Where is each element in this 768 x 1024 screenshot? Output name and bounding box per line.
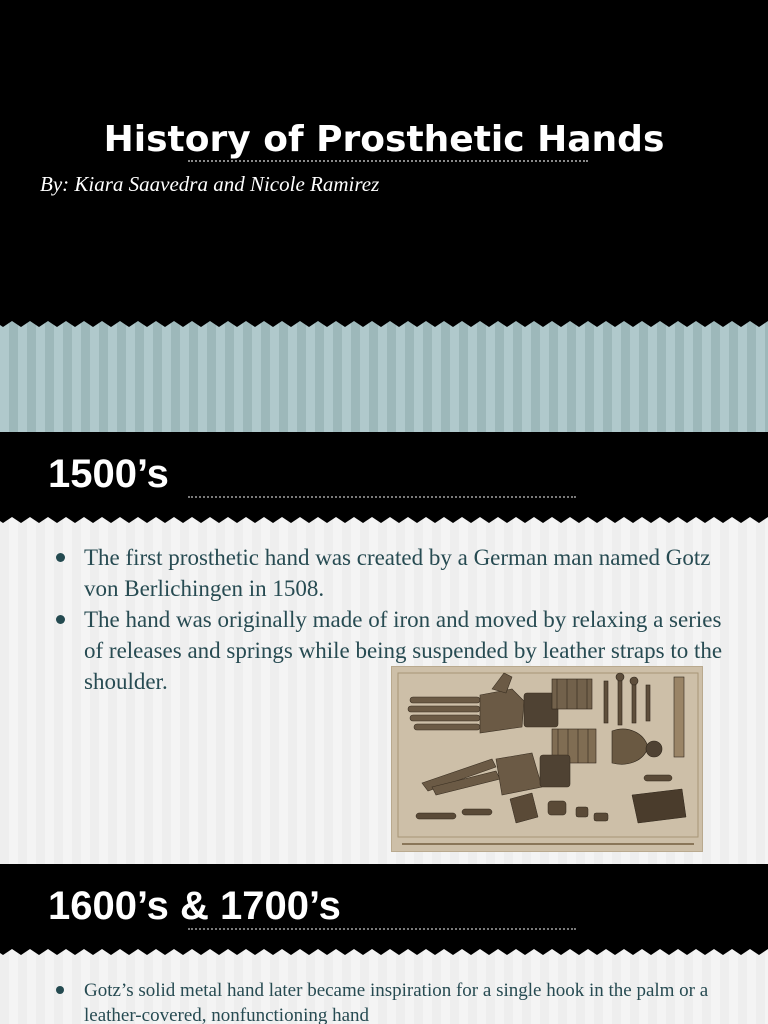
bullet-text: Gotz’s solid metal hand later became inspiration for a single hook in the palm or a leather-covered, nonfunctioning hand (84, 980, 709, 1024)
list-item (54, 542, 734, 604)
content-panel (0, 946, 768, 1024)
list-item (54, 978, 754, 1024)
zigzag-edge-top (0, 945, 768, 955)
heading-divider (188, 496, 576, 498)
bullet-icon (56, 553, 65, 562)
bullet-list (54, 978, 754, 1024)
page-title: History of Prosthetic Hands (103, 119, 665, 160)
zigzag-edge-top (0, 317, 768, 327)
title-divider (188, 160, 588, 162)
zigzag-edge-top (0, 513, 768, 523)
decorative-band (0, 318, 768, 432)
byline: By: Kiara Saavedra and Nicole Ramirez (40, 172, 380, 196)
slide-heading: 1500’s (48, 452, 169, 496)
slide-1600s-1700s (0, 866, 768, 1024)
bullet-icon (56, 986, 64, 994)
iron-hand-engraving-icon (391, 666, 703, 852)
slide-1500s (0, 434, 768, 864)
slide-heading: 1600’s & 1700’s (48, 884, 341, 928)
bullet-text: The hand was originally made of iron and moved by relaxing a series of releases and springs while being suspended by leather straps to the shoulder. (84, 607, 723, 694)
bullet-text: The first prosthetic hand was created by a German man named Gotz von Berlichingen in 1508. (84, 545, 711, 601)
bullet-icon (56, 615, 65, 624)
heading-divider (188, 928, 576, 930)
title-slide (0, 0, 768, 432)
